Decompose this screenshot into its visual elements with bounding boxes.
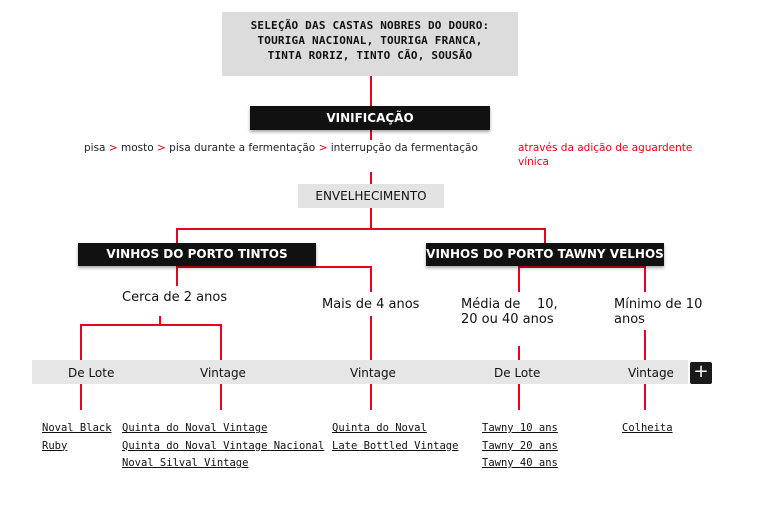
- strip-de-lote-2: De Lote: [494, 366, 541, 380]
- castas-line-1: SELEÇÃO DAS CASTAS NOBRES DO DOURO:: [250, 19, 490, 32]
- connector-cerca-horizontal: [80, 324, 222, 326]
- connector-to-delote-1: [80, 324, 82, 360]
- connector-to-tintos: [176, 228, 178, 244]
- step-mosto: mosto: [121, 142, 154, 154]
- connector-to-media: [518, 266, 520, 292]
- minimo-line-1: Mínimo de 10: [614, 297, 703, 312]
- link-noval-silval-vintage[interactable]: Noval Silval Vintage: [122, 457, 249, 469]
- connector-strip-down-3: [370, 384, 372, 410]
- links-col-5: [622, 420, 673, 438]
- strip-vintage-1: Vintage: [200, 366, 246, 380]
- connector-to-minimo: [644, 266, 646, 292]
- connector-strip-down-2: [220, 384, 222, 410]
- minimo-anos: [614, 297, 702, 327]
- connector-envelhecimento-down: [370, 208, 372, 230]
- tawny-label: VINHOS DO PORTO TAWNY VELHOS: [426, 247, 664, 261]
- link-ruby[interactable]: Ruby: [42, 439, 68, 452]
- cerca-2-anos: Cerca de 2 anos: [122, 290, 228, 305]
- connector-to-tawny: [544, 228, 546, 244]
- connector-to-vintage-1: [220, 324, 222, 360]
- strip-de-lote-1: De Lote: [68, 366, 115, 380]
- link-tawny-20[interactable]: Tawny 20 ans: [482, 439, 558, 452]
- connector-strip-down-5: [644, 384, 646, 410]
- plus-icon: +: [693, 361, 709, 382]
- link-late-bottled-vintage[interactable]: Late Bottled Vintage: [332, 439, 459, 452]
- connector-top-to-vinificacao: [370, 76, 372, 106]
- step-pisa: pisa: [84, 142, 106, 154]
- strip-vintage-2: Vintage: [350, 366, 396, 380]
- step-aguardente: [518, 141, 718, 169]
- media-line-2: 20 ou 40 anos: [461, 312, 554, 327]
- media-anos: [461, 297, 558, 327]
- tawny-bar: [426, 243, 664, 266]
- expand-plus-button[interactable]: [690, 362, 712, 384]
- links-col-1: [42, 420, 112, 455]
- tintos-label: VINHOS DO PORTO TINTOS: [106, 247, 288, 261]
- vinificacao-label: VINIFICAÇÃO: [326, 111, 414, 125]
- connector-to-mais4: [370, 266, 372, 292]
- connector-branch-horizontal: [176, 228, 546, 230]
- link-tawny-40[interactable]: Tawny 40 ans: [482, 457, 558, 469]
- connector-tintos-down: [176, 266, 178, 286]
- links-col-2: [122, 420, 324, 473]
- media-line-1: Média de 10,: [461, 297, 558, 312]
- connector-media-down: [518, 346, 520, 360]
- arrow-1: >: [108, 142, 118, 154]
- step-interrupcao: interrupção da fermentação: [330, 142, 478, 154]
- step-pisa-fermentacao: pisa durante a fermentação: [169, 142, 316, 154]
- connector-tawny-horizontal: [518, 266, 646, 268]
- link-tawny-10[interactable]: Tawny 10 ans: [482, 422, 558, 434]
- tintos-bar: [78, 243, 316, 266]
- castas-line-3: TINTA RORIZ, TINTO CÃO, SOUSÃO: [267, 49, 473, 62]
- connector-vinificacao-to-process: [370, 130, 372, 140]
- link-colheita[interactable]: Colheita: [622, 422, 673, 434]
- mais-4-anos: Mais de 4 anos: [322, 297, 420, 312]
- castas-header-box: [222, 12, 518, 76]
- link-quinta-noval-vintage-nacional[interactable]: Quinta do Noval Vintage Nacional: [122, 439, 325, 452]
- arrow-3: >: [318, 142, 328, 154]
- connector-strip-down-1: [80, 384, 82, 410]
- link-noval-black[interactable]: Noval Black: [42, 422, 112, 434]
- envelhecimento-bar: [298, 184, 444, 208]
- connector-minimo-down: [644, 330, 646, 360]
- envelhecimento-label: ENVELHECIMENTO: [315, 189, 427, 203]
- connector-mais4-down: [370, 316, 372, 360]
- link-quinta-noval[interactable]: Quinta do Noval: [332, 422, 427, 434]
- arrow-2: >: [157, 142, 166, 154]
- minimo-line-2: anos: [614, 312, 645, 327]
- vinificacao-bar: [250, 106, 490, 130]
- link-quinta-noval-vintage[interactable]: Quinta do Noval Vintage: [122, 422, 268, 434]
- step-aguardente-text: através da adição de aguardente vínica: [518, 142, 693, 168]
- castas-line-2: TOURIGA NACIONAL, TOURIGA FRANCA,: [257, 34, 483, 47]
- strip-vintage-3: Vintage: [628, 366, 674, 380]
- connector-strip-down-4: [518, 384, 520, 410]
- links-col-4: [482, 420, 558, 473]
- connector-tintos-horizontal: [176, 266, 372, 268]
- links-col-3: [332, 420, 458, 455]
